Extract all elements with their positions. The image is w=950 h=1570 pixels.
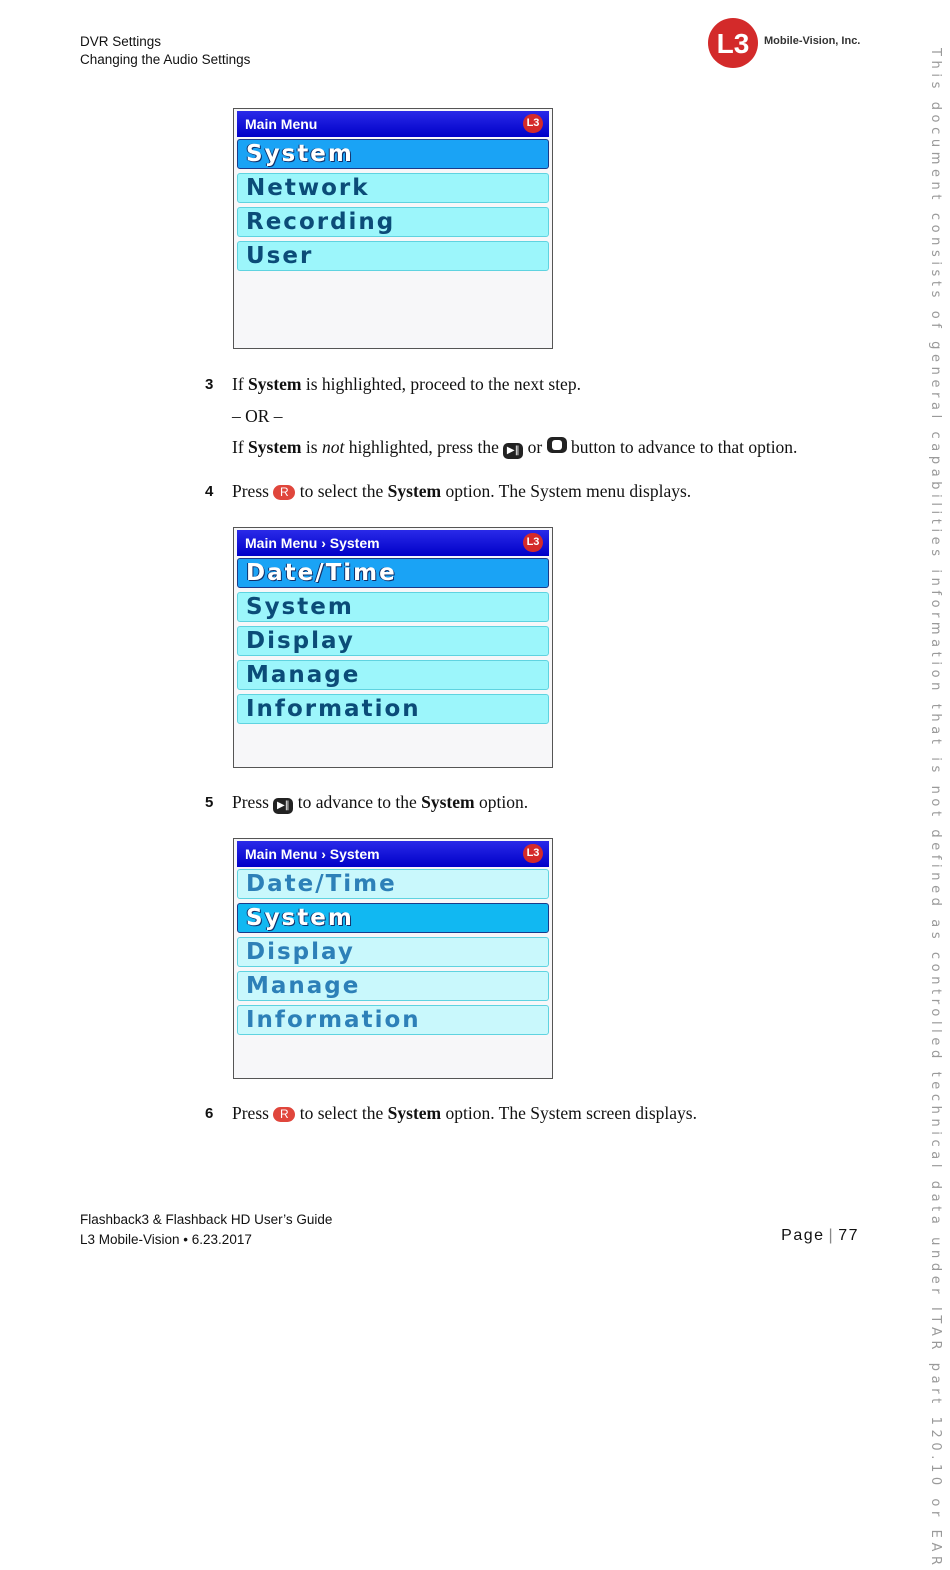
screen-title: Main Menu › System — [245, 846, 380, 862]
record-button-icon: R — [273, 1107, 295, 1122]
menu-item-user[interactable]: User — [237, 241, 549, 271]
menu-item-information[interactable]: Information — [237, 694, 549, 724]
menu-item-date-time[interactable]: Date/Time — [237, 869, 549, 899]
logo-text: Mobile-Vision, Inc. — [764, 35, 861, 47]
stop-button-icon — [547, 437, 567, 453]
menu-item-system[interactable]: System — [237, 592, 549, 622]
running-header — [80, 33, 250, 69]
screen-title: Main Menu › System — [245, 535, 380, 551]
l3-badge-icon: L3 — [523, 533, 543, 552]
screenshot-main-menu — [233, 108, 553, 349]
header-section: DVR Settings — [80, 34, 162, 49]
play-pause-button-icon: ▶‖ — [503, 443, 523, 459]
l3-badge-icon: L3 — [523, 844, 543, 863]
screen-title: Main Menu — [245, 116, 318, 132]
play-pause-button-icon: ▶‖ — [273, 798, 293, 814]
menu-item-information[interactable]: Information — [237, 1005, 549, 1035]
l3-badge-icon: L3 — [523, 114, 543, 133]
running-footer — [80, 1210, 332, 1250]
menu-item-system[interactable]: System — [237, 903, 549, 933]
menu-item-manage[interactable]: Manage — [237, 971, 549, 1001]
footer-guide-title: Flashback3 & Flashback HD User’s Guide — [80, 1212, 333, 1227]
menu-item-system[interactable]: System — [237, 139, 549, 169]
screen-title-bar — [237, 530, 549, 556]
screenshot-system-menu-a — [233, 527, 553, 768]
screenshot-system-menu-b — [233, 838, 553, 1079]
svg-text:L3: L3 — [716, 28, 750, 59]
menu-item-date-time[interactable]: Date/Time — [237, 558, 549, 588]
menu-item-recording[interactable]: Recording — [237, 207, 549, 237]
company-logo — [704, 17, 874, 69]
footer-date: L3 Mobile-Vision • 6.23.2017 — [80, 1232, 252, 1247]
menu-item-manage[interactable]: Manage — [237, 660, 549, 690]
itar-side-notice: This document consists of general capabilities information that is not defined as controlled technical data under ITAR part 120.10 or EAR — [928, 48, 943, 1570]
record-button-icon: R — [273, 485, 295, 500]
l3-logo-icon — [704, 17, 762, 69]
menu-item-network[interactable]: Network — [237, 173, 549, 203]
menu-item-display[interactable]: Display — [237, 937, 549, 967]
screen-title-bar — [237, 841, 549, 867]
screen-title-bar — [237, 111, 549, 137]
menu-item-display[interactable]: Display — [237, 626, 549, 656]
header-subsection: Changing the Audio Settings — [80, 52, 251, 67]
page-number: Page | 77 — [781, 1227, 859, 1244]
